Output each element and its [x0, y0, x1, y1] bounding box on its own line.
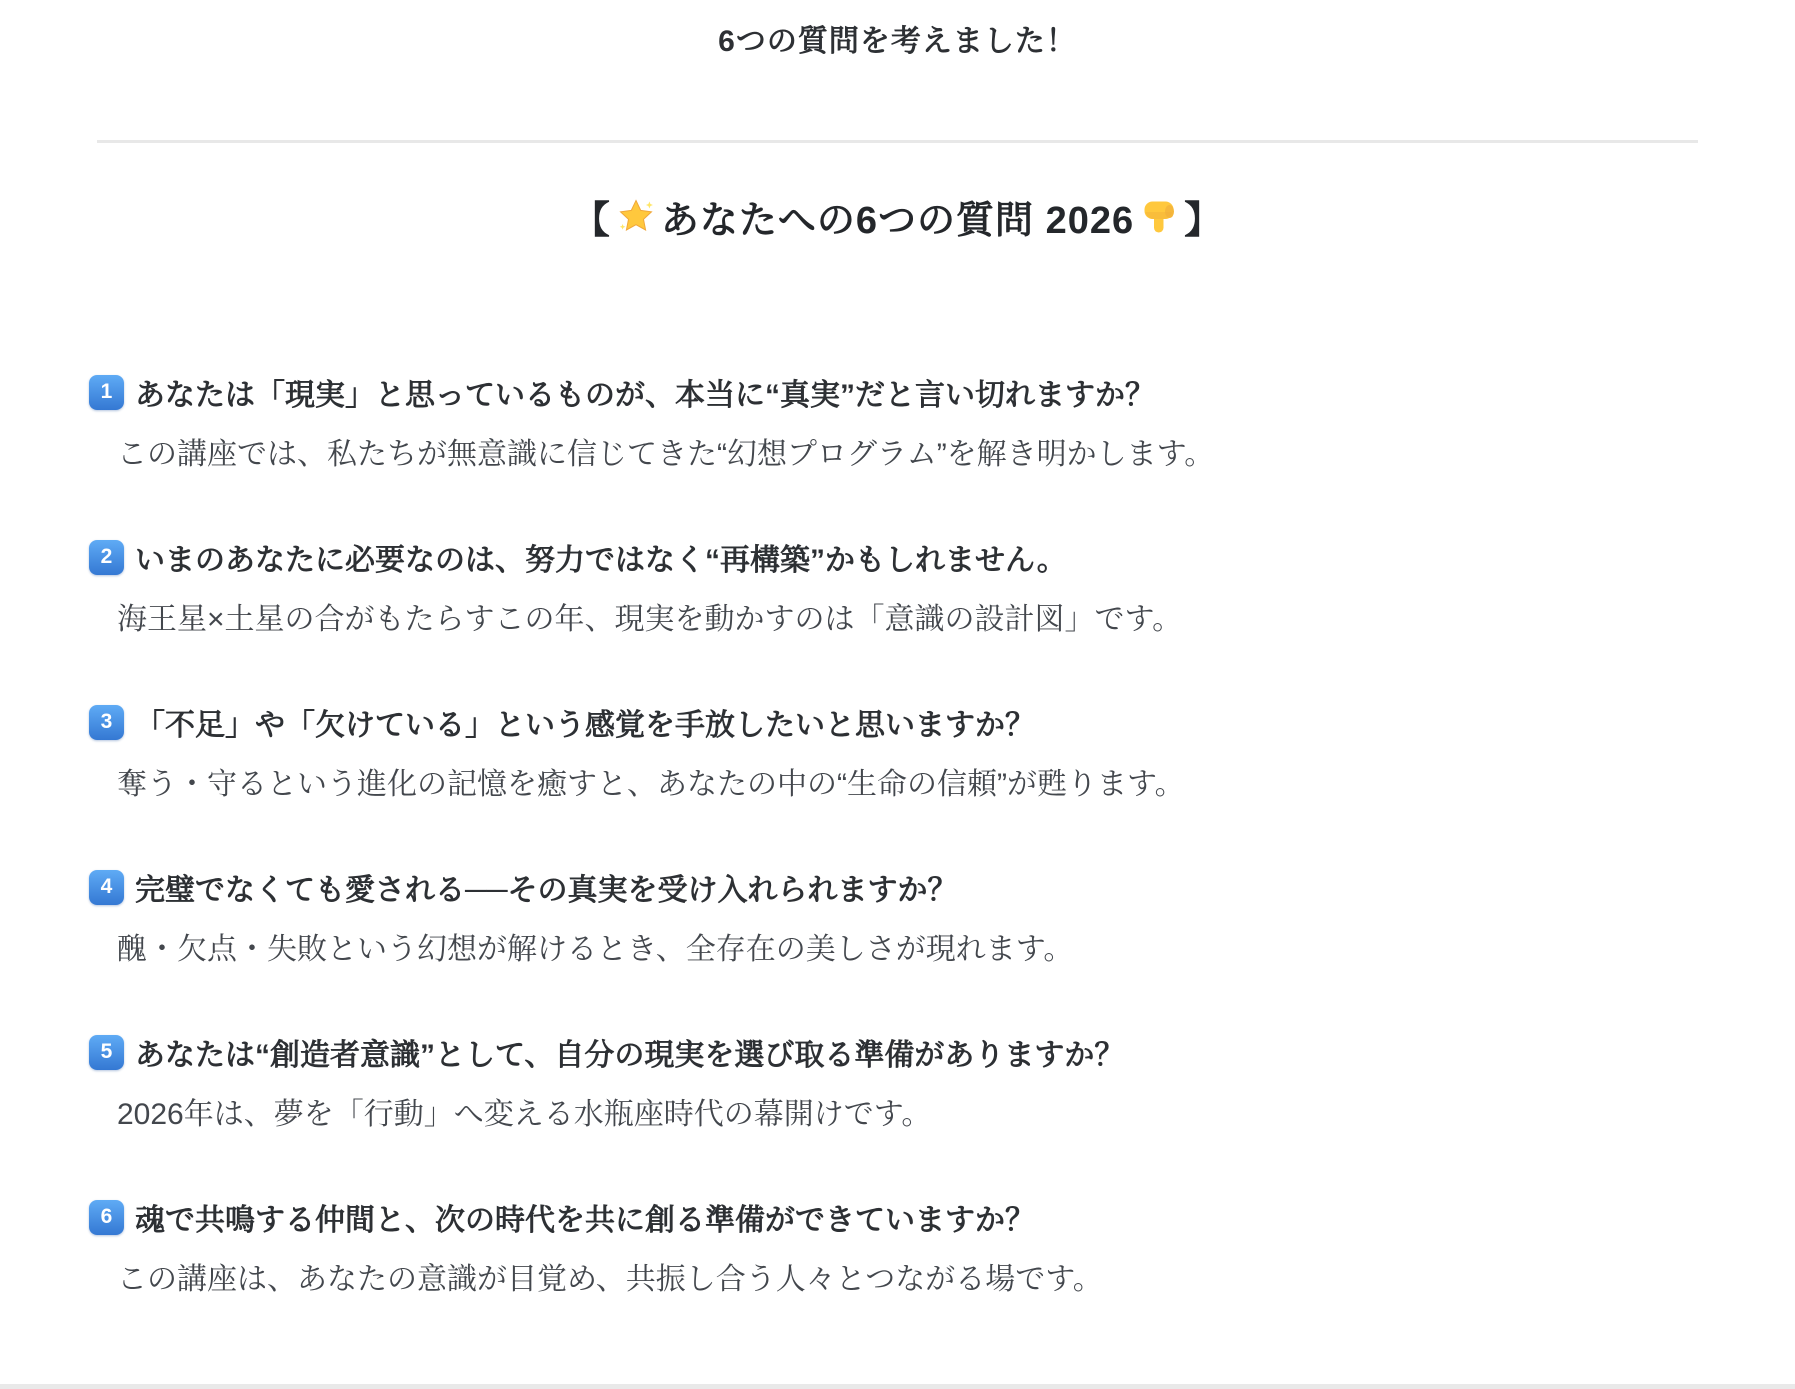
title-open-bracket: 【 — [571, 200, 611, 242]
question-line — [89, 1195, 1795, 1239]
question-line — [89, 535, 1795, 579]
bottom-edge-strip — [0, 1384, 1795, 1389]
question-line — [89, 865, 1795, 909]
question-text: 魂で共鳴する仲間と、次の時代を共に創る準備ができていますか？ — [135, 1204, 1035, 1237]
pointing-down-icon — [1139, 197, 1179, 237]
question-subtitle: 2026年は、夢を「行動」へ変える水瓶座時代の幕開けです。 — [117, 1098, 932, 1131]
question-subtitle: この講座では、私たちが無意識に信じてきた“幻想プログラム”を解き明かします。 — [117, 438, 1215, 471]
question-block-3 — [89, 700, 1795, 803]
title-close-bracket: 】 — [1184, 200, 1224, 242]
keycap-5-icon: 5 — [89, 1035, 124, 1070]
keycap-4-icon: 4 — [89, 870, 124, 905]
questions-list — [89, 370, 1795, 1298]
keycap-1-icon: 1 — [89, 375, 124, 410]
divider — [97, 140, 1698, 143]
question-block-6 — [89, 1195, 1795, 1298]
question-subtitle: 奪う・守るという進化の記憶を癒すと、あなたの中の“生命の信頼”が甦ります。 — [117, 768, 1185, 801]
question-block-1 — [89, 370, 1795, 473]
question-subtitle: 醜・欠点・失敗という幻想が解けるとき、全存在の美しさが現れます。 — [117, 933, 1074, 966]
question-text: あなたは「現実」と思っているものが、本当に“真実”だと言い切れますか？ — [135, 379, 1155, 412]
question-subtitle: 海王星×土星の合がもたらすこの年、現実を動かすのは「意識の設計図」です。 — [117, 603, 1183, 636]
keycap-3-icon: 3 — [89, 705, 124, 740]
question-text: 完璧でなくても愛される──その真実を受け入れられますか？ — [135, 874, 958, 907]
question-line — [89, 700, 1795, 744]
question-block-4 — [89, 865, 1795, 968]
top-heading: 6つの質問を考えました！ — [718, 25, 1077, 58]
question-block-2 — [89, 535, 1795, 638]
question-block-5 — [89, 1030, 1795, 1133]
question-subtitle: この講座は、あなたの意識が目覚め、共振し合う人々とつながる場です。 — [117, 1263, 1103, 1296]
keycap-6-icon: 6 — [89, 1200, 124, 1235]
title-text: あなたへの6つの質問 2026 — [660, 200, 1135, 242]
question-text: あなたは“創造者意識”として、自分の現実を選び取る準備がありますか？ — [135, 1039, 1125, 1072]
question-text: いまのあなたに必要なのは、努力ではなく“再構築”かもしれません。 — [135, 544, 1067, 577]
glowing-star-icon — [616, 197, 656, 237]
question-text: 「不足」や「欠けている」という感覚を手放したいと思いますか？ — [135, 709, 1035, 742]
question-line — [89, 1030, 1795, 1074]
keycap-2-icon: 2 — [89, 540, 124, 575]
main-title — [0, 189, 1795, 244]
question-line — [89, 370, 1795, 414]
